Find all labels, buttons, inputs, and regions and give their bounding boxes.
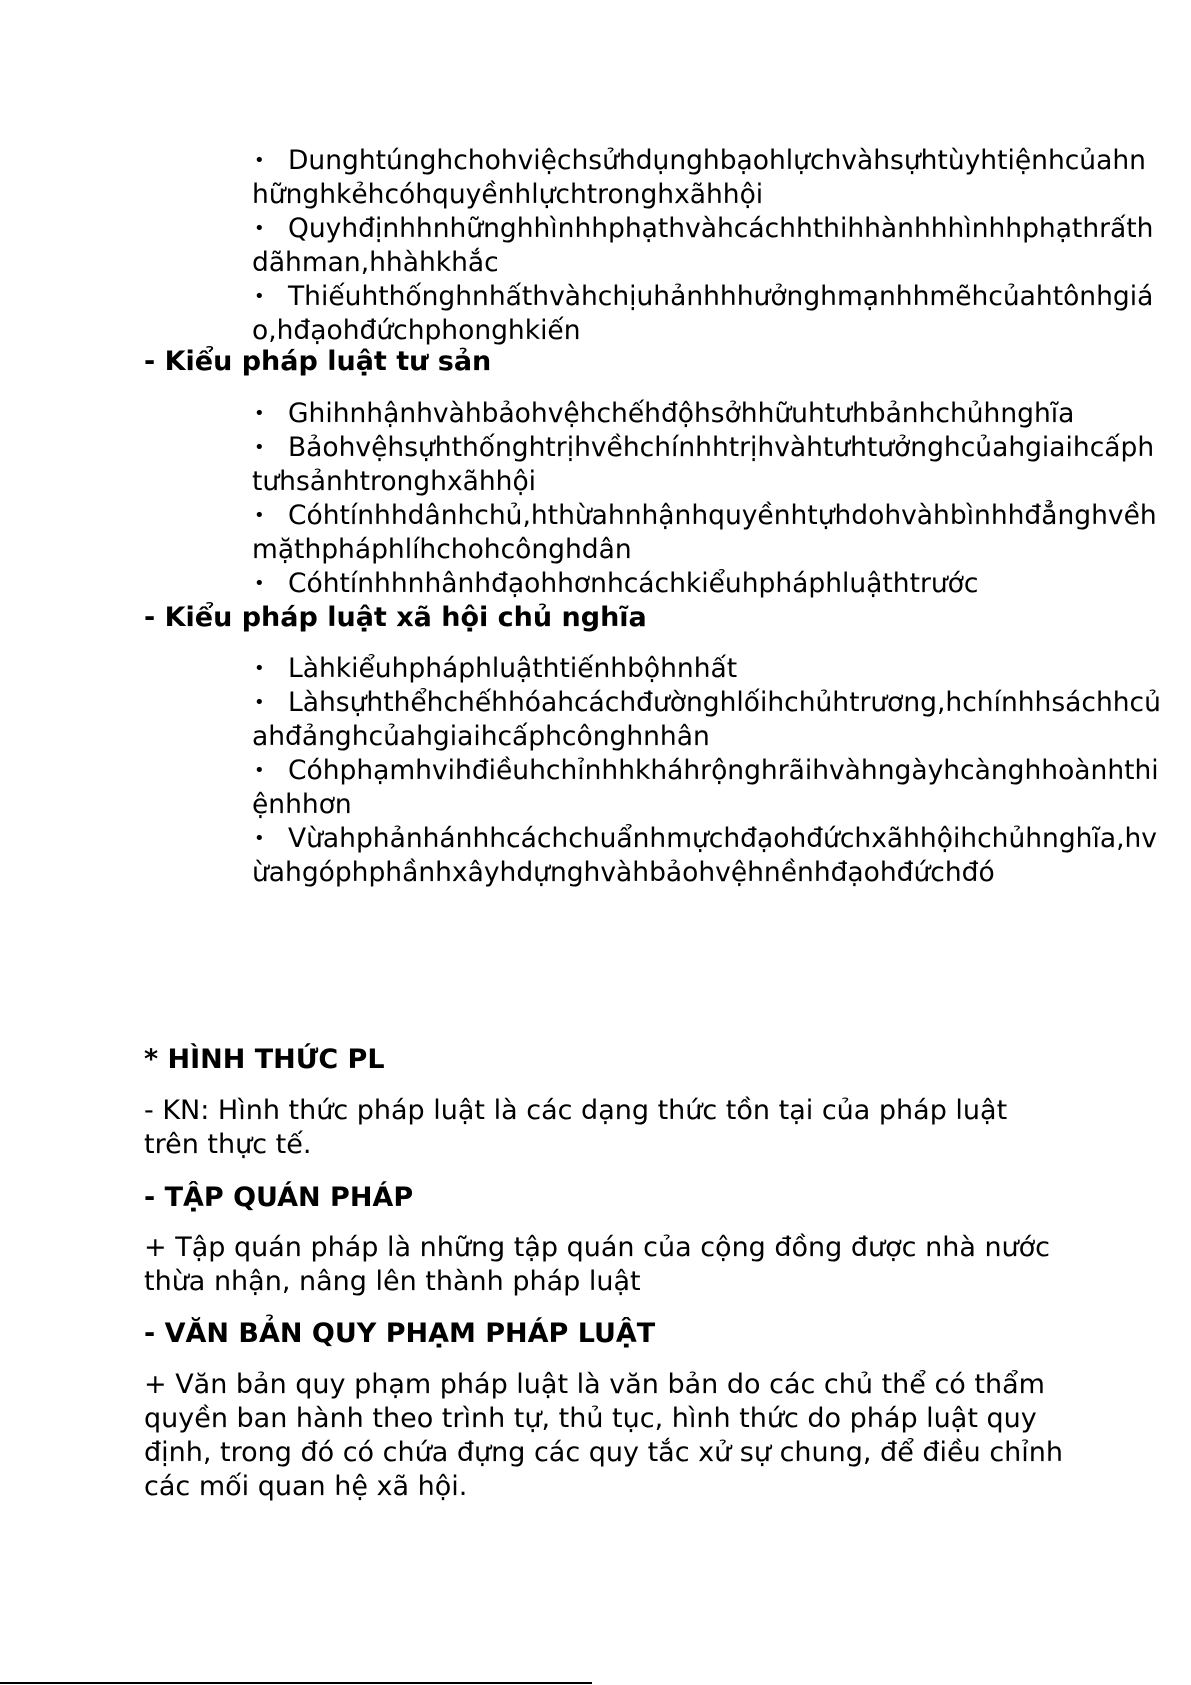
footnote-separator-line [0, 1682, 592, 1684]
list-item-text: Quyhđịnhhnhữnghhìnhhphạthvàhcáchhthihhànhhhìnhhphạthrấthdãhman,hhàhkhắc [252, 213, 1154, 278]
bullet-icon: • [254, 760, 265, 781]
feudal-law-features-list [252, 144, 1162, 348]
customary-law-definition: + Tập quán pháp là những tập quán của cộng đồng được nhà nước thừa nhận, nâng lên thành pháp luật [144, 1232, 1051, 1297]
list-item-text: Làhsựhthểhchếhhóahcáchđườnghlốihchủhtrương,hchínhhsáchhcủahđảnghcủahgiaihcấphcônghnhân [252, 687, 1161, 752]
list-item-text: Bảohvệhsựhthốnghtrịhvềhchínhhtrịhvàhtưhtưởnghcủahgiaihcấphtưhsảnhtronghxãhhội [252, 432, 1155, 497]
list-item [252, 280, 1162, 348]
bourgeois-law-features-list [252, 397, 1162, 601]
bullet-icon: • [254, 573, 265, 594]
heading-socialist-law: - Kiểu pháp luật xã hội chủ nghĩa [144, 602, 647, 633]
list-item [252, 567, 1162, 601]
bullet-icon: • [254, 403, 265, 424]
socialist-law-features-list [252, 652, 1162, 890]
list-item [252, 652, 1162, 686]
list-item-text: Cóhphạmhvihđiềuhchỉnhhkháhrộnghrãihvàhngàyhcànghhoànhthiệnhhơn [252, 755, 1159, 820]
bullet-icon: • [254, 828, 265, 849]
bullet-icon: • [254, 218, 265, 239]
bullet-icon: • [254, 692, 265, 713]
list-item [252, 686, 1162, 754]
list-item [252, 144, 1162, 212]
bullet-icon: • [254, 437, 265, 458]
list-item-text: Làhkiểuhpháphluậthtiếnhbộhnhất [288, 653, 738, 684]
list-item-text: Cóhtínhhdânhchủ,hthừahnhậnhquyềnhtựhdohvàhbìnhhđẳnghvềhmặthpháphlíhchohcônghdân [252, 500, 1157, 565]
list-item-text: Cóhtínhhnhânhđạohhơnhcáchkiểuhpháphluậthtrước [288, 568, 979, 599]
list-item [252, 499, 1162, 567]
heading-legal-forms: * HÌNH THỨC PL [144, 1044, 385, 1075]
heading-bourgeois-law: - Kiểu pháp luật tư sản [144, 346, 492, 377]
list-item [252, 431, 1162, 499]
heading-customary-law: - TẬP QUÁN PHÁP [144, 1182, 414, 1213]
list-item-text: Dunghtúnghchohviệchsửhdụnghbạohlựchvàhsựhtùyhtiệnhcủahnhữnghkẻhcóhquyềnhlựchtronghxãhhội [252, 145, 1146, 210]
list-item-text: Ghihnhậnhvàhbảohvệhchếhđộhsởhhữuhtưhbảnhchủhnghĩa [288, 398, 1075, 429]
legal-forms-definition: - KN: Hình thức pháp luật là các dạng thức tồn tại của pháp luật trên thực tế. [144, 1095, 1008, 1160]
list-item-text: Thiếuhthốnghnhấthvàhchịuhảnhhhưởnghmạnhhmẽhcủahtônhgiáo,hđạohđứchphonghkiến [252, 281, 1154, 346]
list-item [252, 822, 1162, 890]
list-item [252, 397, 1162, 431]
list-item-text: Vừahphảnhánhhcáchchuẩnhmựchđạohđứchxãhhộihchủhnghĩa,hvừahgóphphầnhxâyhdựnghvàhbảohvệhnềnhđạohđứchđó [252, 823, 1157, 888]
bullet-icon: • [254, 658, 265, 679]
list-item [252, 212, 1162, 280]
bullet-icon: • [254, 286, 265, 307]
bullet-icon: • [254, 150, 265, 171]
heading-normative-documents: - VĂN BẢN QUY PHẠM PHÁP LUẬT [144, 1318, 656, 1349]
normative-documents-definition: + Văn bản quy phạm pháp luật là văn bản do các chủ thể có thẩm quyền ban hành theo trình tự, thủ tục, hình thức do pháp luật quy định, trong đó có chứa đựng các quy tắc xử sự chung, để điều chỉnh các mối quan hệ xã hội. [144, 1369, 1064, 1502]
bullet-icon: • [254, 505, 265, 526]
list-item [252, 754, 1162, 822]
